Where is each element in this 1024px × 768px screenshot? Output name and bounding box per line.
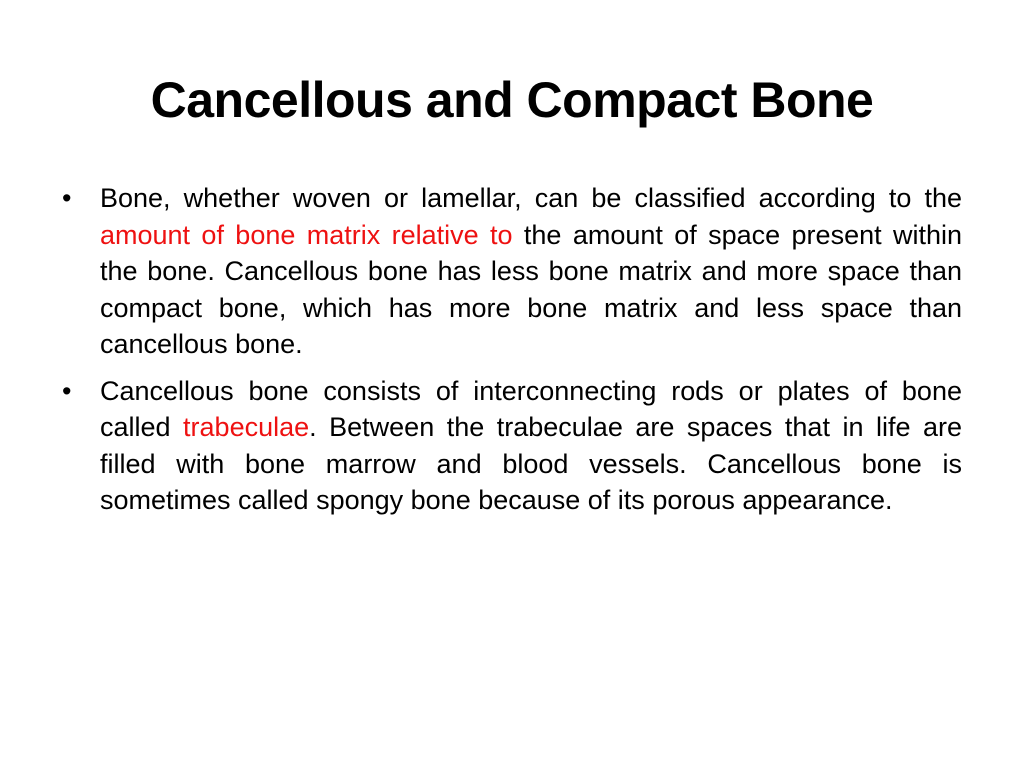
bullet-text-2b: . Between the trabeculae are spaces that in life are filled with bone marrow and blood vessels. Cancellous bone is sometimes called spongy bone because of its porous appearance. — [100, 412, 962, 515]
bullet-dot-icon: • — [62, 375, 72, 406]
bullet-list — [62, 180, 962, 529]
highlight-matrix-relative: amount of bone matrix relative to — [100, 219, 513, 250]
highlight-trabeculae: trabeculae — [183, 412, 310, 442]
bullet-item-2 — [62, 373, 962, 519]
bullet-text-1a: Bone, whether woven or lamellar, can be classified according to the — [100, 183, 962, 213]
bullet-text-2a: Cancellous bone consists of interconnecting rods or plates of bone called — [100, 375, 962, 442]
bullet-item-1 — [62, 180, 962, 363]
bullet-dot-icon: • — [62, 183, 72, 213]
slide-title: Cancellous and Compact Bone — [150, 72, 874, 128]
bullet-text-1b: the amount of space present within the bone. Cancellous bone has less bone matrix and more space than compact bone, which has more bone matrix and less space than cancellous bone. — [100, 219, 962, 359]
